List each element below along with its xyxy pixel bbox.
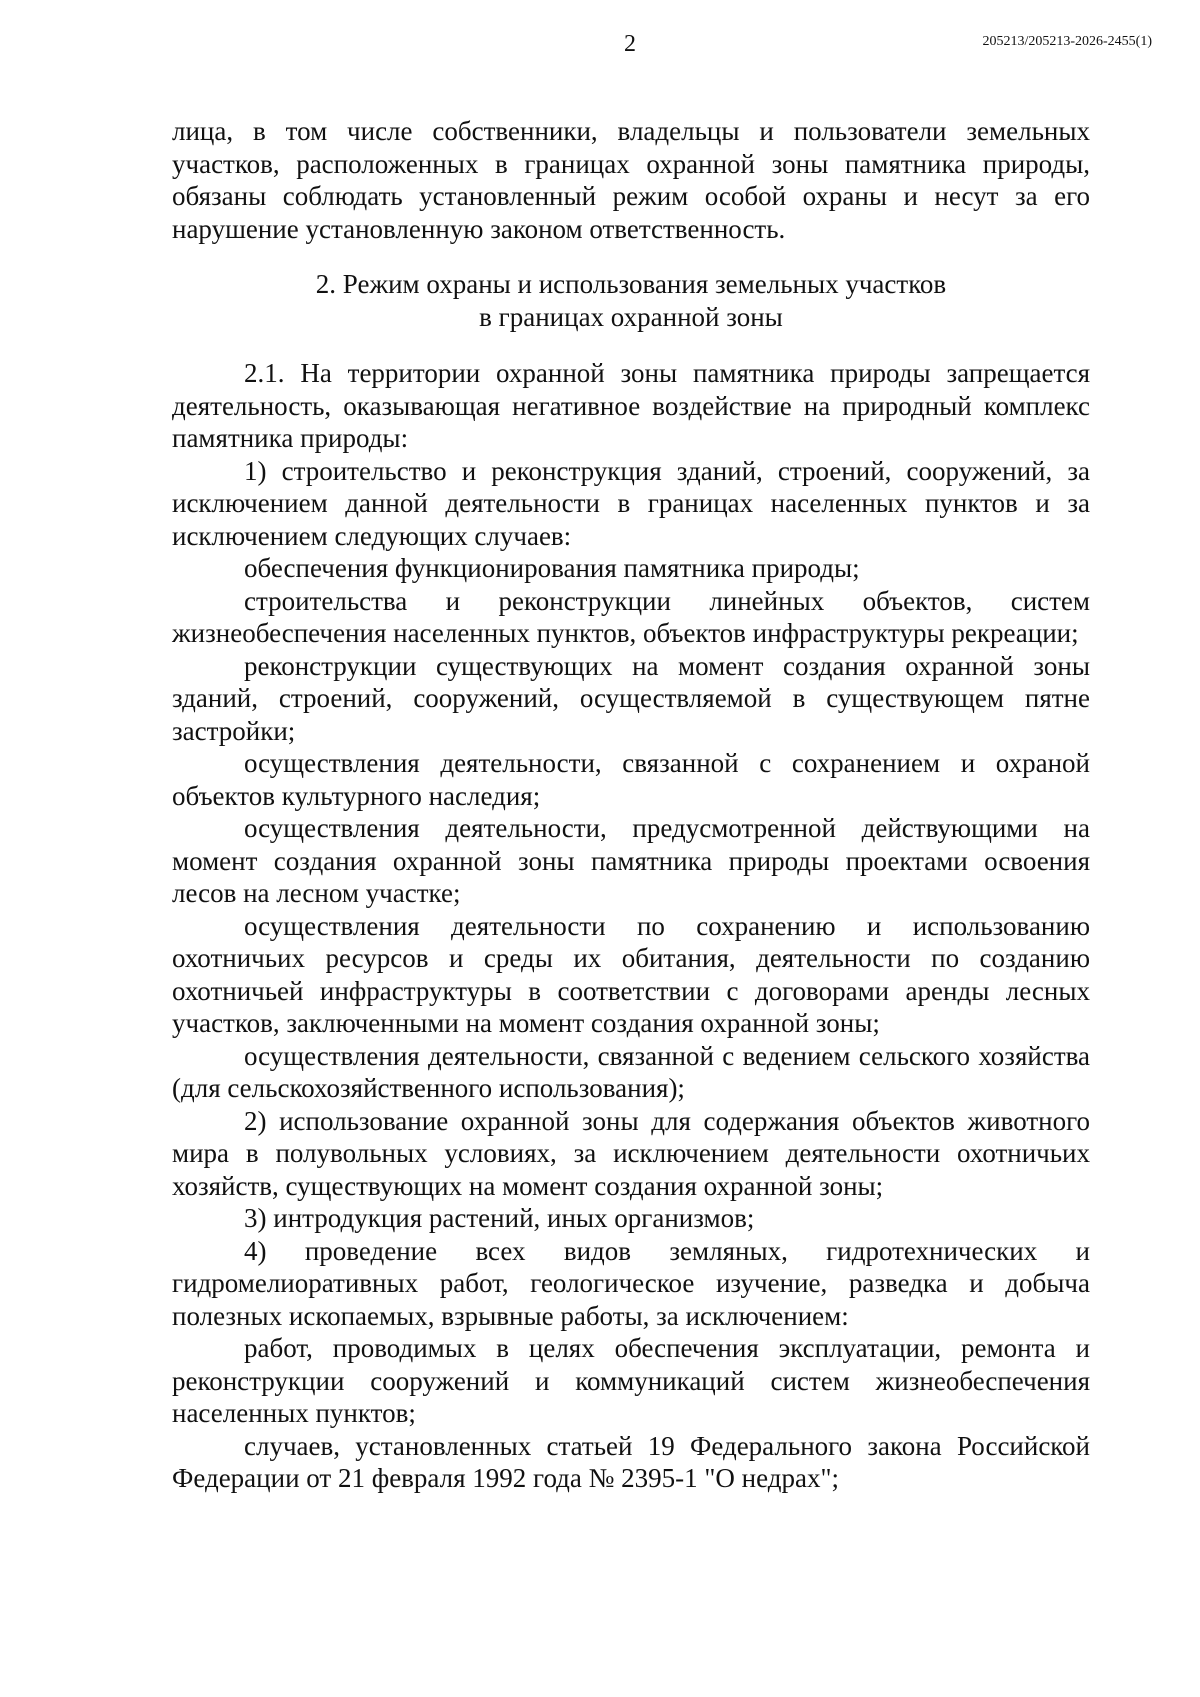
paragraph-2-1: 2.1. На территории охранной зоны памятника природы запрещается деятельность, оказывающая негативное воздействие на природный комплекс памятника природы: [172,358,1090,453]
exception-item: осуществления деятельности, связанной с ведением сельского хозяйства (для сельскохозяйственного использования); [172,1040,1090,1103]
exception-item: обеспечения функционирования памятника природы; [244,553,860,583]
exception-item: осуществления деятельности, предусмотренной действующими на момент создания охранной зоны памятника природы проектами освоения лесов на лесном участке; [172,813,1090,908]
exception-item: реконструкции существующих на момент создания охранной зоны зданий, строений, сооружений, осуществляемой в существующем пятне застройки; [172,650,1090,746]
document-id: 205213/205213-2026-2455(1) [982,34,1152,49]
list-item-2: 2) использование охранной зоны для содержания объектов животного мира в полувольных условиях, за исключением деятельности охотничьих хозяйств, существующих на момент создания охранной зоны; [172,1105,1090,1201]
exception-item: осуществления деятельности по сохранению и использованию охотничьих ресурсов и среды их обитания, деятельности по созданию охотничьей инфраструктуры в соответствии с договорами аренды лесных участков, заключенными на момент создания охранной зоны; [172,910,1090,1038]
page-number: 2 [624,31,636,57]
section-heading-line-1: 2. Режим охраны и использования земельных участков [315,269,947,299]
intro-paragraph: лица, в том числе собственники, владельцы и пользователи земельных участков, расположенных в границах охранной зоны памятника природы, обязаны соблюдать установленный режим особой охраны и несут за его нарушение установленную законом ответственность. [172,116,1090,244]
section-heading [172,268,1090,333]
exception-item: строительства и реконструкции линейных объектов, систем жизнеобеспечения населенных пунктов, объектов инфраструктуры рекреации; [172,585,1090,648]
exception-item: работ, проводимых в целях обеспечения эксплуатации, ремонта и реконструкции сооружений и коммуникаций систем жизнеобеспечения населенных пунктов; [172,1333,1090,1428]
section-heading-line-2: в границах охранной зоны [479,301,783,332]
list-item-1: 1) строительство и реконструкция зданий, строений, сооружений, за исключением данной деятельности в границах населенных пунктов и за исключением следующих случаев: [172,455,1090,551]
list-item-3: 3) интродукция растений, иных организмов; [244,1203,755,1233]
document-body [172,115,1090,1495]
exception-item: случаев, установленных статьей 19 Федерального закона Российской Федерации от 21 февраля 1992 года № 2395-1 "О недрах"; [172,1430,1090,1493]
exception-item: осуществления деятельности, связанной с сохранением и охраной объектов культурного наследия; [172,748,1090,811]
list-item-4: 4) проведение всех видов земляных, гидротехнических и гидромелиоративных работ, геологическое изучение, разведка и добыча полезных ископаемых, взрывные работы, за исключением: [172,1235,1090,1331]
